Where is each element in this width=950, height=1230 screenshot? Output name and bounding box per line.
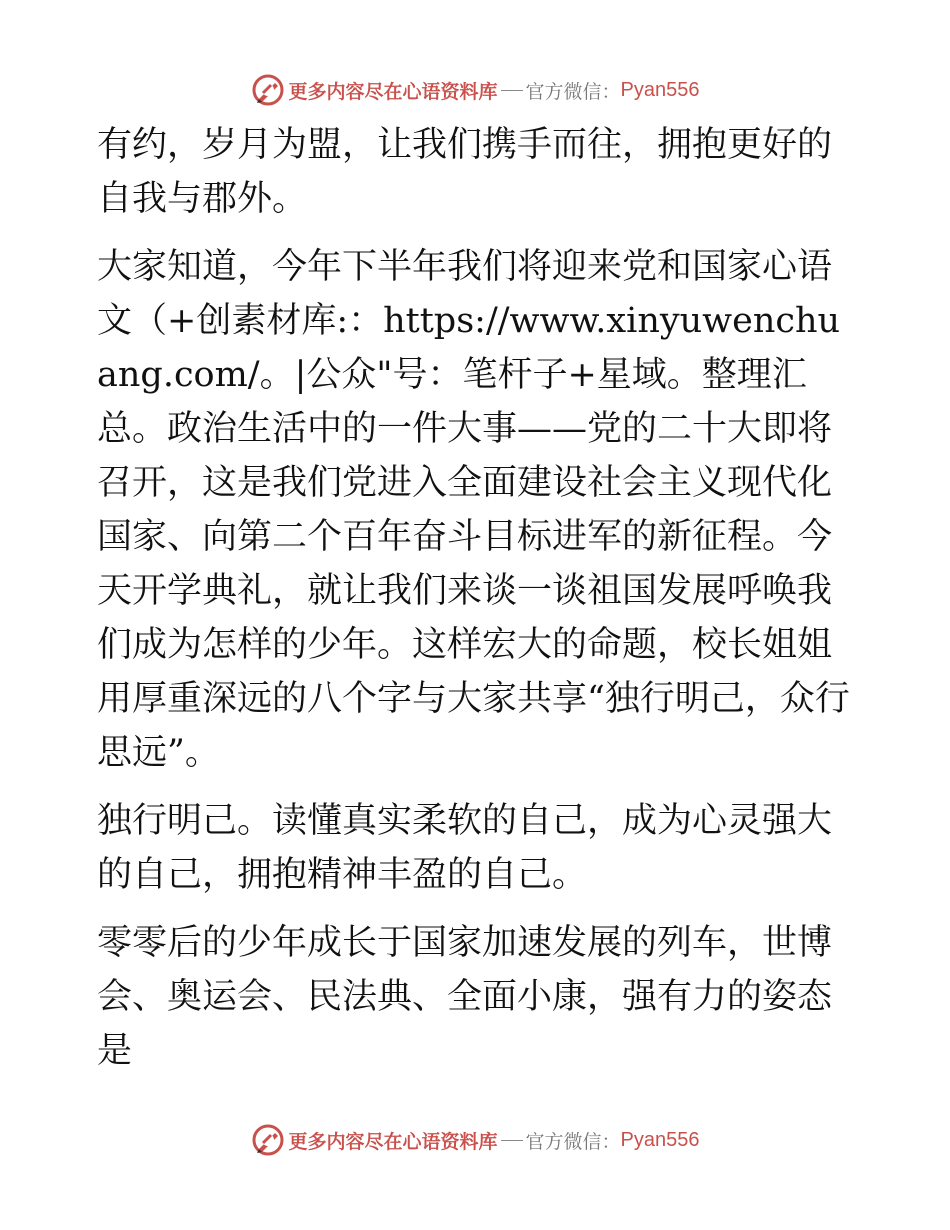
paragraph-3: 独行明己。读懂真实柔软的自己，成为心灵强大的自己，拥抱精神丰盈的自己。 [97,801,833,895]
banner-brand-text: 更多内容尽在心语资料库 [288,80,498,103]
document-body [97,118,857,1092]
banner-wechat-label: 官方微信： [525,80,621,103]
banner-wechat-id: Pyan556 [620,1128,700,1151]
paragraph-2: 大家知道，今年下半年我们将迎来党和国家心语文（+创素材库:：https://www.xinyuwenchuang.com/。|公众"号：笔杆子+星域。整理汇总。政治生活中的一件大事——党的二十大即将召开，这是我们党进入全面建设社会主义现代化国家、向第二个百年奋斗目标进军的新征程。今天开学典礼，就让我们来谈一谈祖国发展呼唤我们成为怎样的少年。这样宏大的命题，校长姐姐用厚重深远的八个字与大家共享“独行明己，众行思远”。 [97,247,850,773]
banner-dash [501,90,523,91]
header-banner [0,70,950,110]
banner-wechat-label: 官方微信： [525,1130,621,1153]
banner-wechat-id: Pyan556 [620,78,700,101]
pen-logo-icon [251,1123,285,1157]
pen-logo-icon [251,73,285,107]
banner-dash [501,1140,523,1141]
footer-banner [0,1120,950,1160]
paragraph-1: 有约，岁月为盟，让我们携手而往，拥抱更好的自我与郡外。 [97,125,833,219]
banner-brand-text: 更多内容尽在心语资料库 [288,1130,498,1153]
paragraph-4: 零零后的少年成长于国家加速发展的列车，世博会、奥运会、民法典、全面小康，强有力的姿态是 [97,923,833,1071]
